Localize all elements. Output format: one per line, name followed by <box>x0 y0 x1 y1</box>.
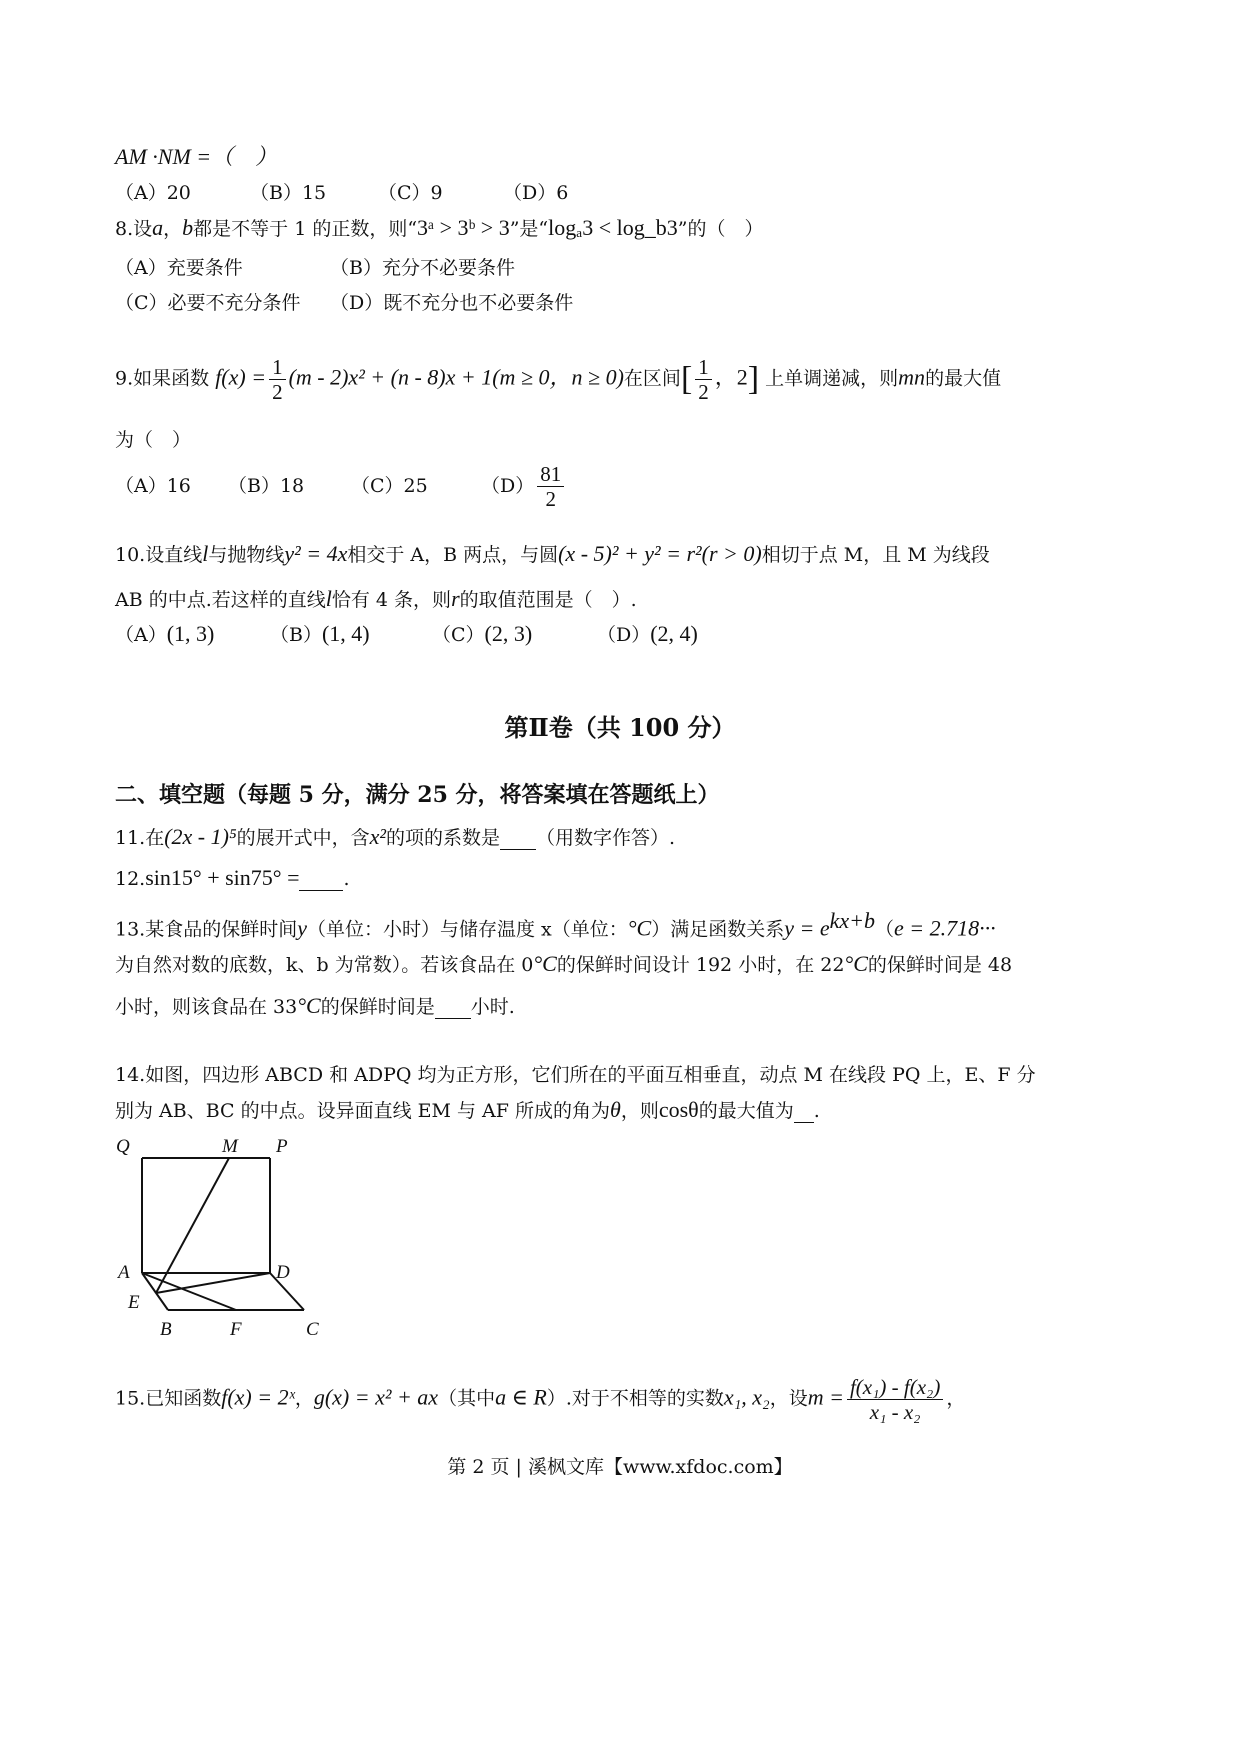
fraction-numerator: f(x₁) - f(x₂) <box>847 1375 943 1400</box>
q15 <box>115 1375 965 1424</box>
q10-options <box>115 620 698 647</box>
label-E: E <box>128 1292 140 1313</box>
q15-text: ，设 <box>769 1387 808 1410</box>
q11-text: 的展开式中，含 <box>236 827 370 849</box>
q8-stem <box>115 214 764 241</box>
q8-condition-2: logₐ3 < log_b3 <box>548 215 678 240</box>
q8-condition-1: 3ᵃ > 3ᵇ > 3 <box>417 215 510 240</box>
q7-expression: AM ·NM =（ ） <box>115 144 278 169</box>
q10-text: 与抛物线 <box>208 544 285 566</box>
q8-comma: ， <box>163 218 183 240</box>
q13-text: 小时，则该食品在 33 <box>115 996 298 1018</box>
q8-var-a: a <box>152 215 164 240</box>
option-label: （D） <box>597 624 651 646</box>
right-bracket: ] <box>747 360 760 398</box>
q15-text: （其中 <box>438 1387 496 1410</box>
fraction-denominator: 2 <box>545 487 556 512</box>
q10-circle: (x - 5)² + y² = r²(r > 0) <box>558 541 762 566</box>
q7-options <box>115 178 568 205</box>
q13-var-y: y <box>297 915 307 941</box>
q13-text: 13.某食品的保鲜时间 <box>115 918 298 941</box>
q13-text: （单位：小时）与储存温度 x（单位： <box>306 918 628 941</box>
label-A: A <box>118 1262 130 1283</box>
option-label: （B） <box>270 624 322 646</box>
q8-option-a: （A）充要条件 <box>115 257 243 279</box>
q8-text: 8.设 <box>115 218 153 240</box>
q14-geometry-figure <box>112 1130 342 1345</box>
q8-option-d: （D）既不充分也不必要条件 <box>330 292 574 314</box>
q8-text: ”是“ <box>509 218 549 240</box>
q10-stem-line-2 <box>115 585 637 612</box>
q12-text: 12. <box>115 868 146 890</box>
q11 <box>115 823 675 850</box>
q9-var-mn: mn <box>898 364 926 390</box>
q14-text: 的最大值为 <box>698 1100 794 1122</box>
q7-option-c: （C）9 <box>378 182 443 204</box>
left-bracket: [ <box>680 360 693 398</box>
label-M: M <box>222 1136 238 1157</box>
option-value: (2, 3) <box>484 621 533 646</box>
q9-option-b: （B）18 <box>228 474 305 497</box>
q12-expression: sin15° + sin75° = <box>145 865 300 890</box>
fraction-denominator: 2 <box>698 380 709 405</box>
q9-option-c: （C）25 <box>351 474 428 497</box>
q9-option-d: （D） <box>481 474 535 497</box>
q15-a-in-R: a ∈ R <box>495 1384 547 1410</box>
fraction-denominator: x₁ - x₂ <box>869 1400 921 1425</box>
q10-text: AB 的中点.若这样的直线 <box>115 589 326 611</box>
q9-option-d-fraction <box>537 462 564 511</box>
label-F: F <box>230 1319 242 1340</box>
q8-option-c: （C）必要不充分条件 <box>115 292 301 314</box>
q14-line-1: 14.如图，四边形 ABCD 和 ADPQ 均为正方形，它们所在的平面互相垂直，动点 M 在线段 PQ 上，E、F 分 <box>115 1064 1036 1086</box>
q14-text: . <box>813 1100 820 1122</box>
q15-separator: ， <box>294 1387 314 1410</box>
q9-function-rhs: (m - 2)x² + (n - 8)x + 1(m ≥ 0，n ≥ 0) <box>288 364 624 390</box>
q13-e-value: e = 2.718··· <box>894 915 996 941</box>
q9-options <box>115 462 567 511</box>
q14-text: 别为 AB、BC 的中点。设异面直线 EM 与 AF 所成的角为 <box>115 1100 611 1122</box>
q12-text: . <box>343 868 350 890</box>
q9-text: 在区间 <box>623 367 681 390</box>
q13-line-1 <box>115 908 996 941</box>
q10-text: 的取值范围是（ ）. <box>459 589 637 611</box>
q10-stem <box>115 540 990 567</box>
q15-fraction <box>847 1375 943 1424</box>
q10-parabola: y² = 4x <box>284 541 348 566</box>
fraction-numerator: 81 <box>537 462 564 487</box>
q8-option-b: （B）充分不必要条件 <box>330 257 515 279</box>
q13-text: 小时. <box>470 996 515 1018</box>
q8-options-row-2 <box>115 288 573 315</box>
q10-var-l: l <box>202 541 209 566</box>
q10-option-d <box>597 620 698 647</box>
q9-stem-continued: 为（ ） <box>115 429 192 451</box>
q10-option-a <box>115 620 270 647</box>
label-C: C <box>306 1319 319 1340</box>
q10-text: 相交于 A，B 两点，与圆 <box>347 544 559 566</box>
q7-option-b: （B）15 <box>250 182 327 204</box>
q12-answer-blank[interactable] <box>299 868 343 891</box>
q10-text: 10.设直线 <box>115 544 203 566</box>
q8-text: ”的（ ） <box>677 218 764 240</box>
option-value: (2, 4) <box>650 621 698 646</box>
q7-option-d: （D）6 <box>503 182 569 204</box>
q13-text: 为自然对数的底数，k、b 为常数）。若该食品在 0 <box>115 954 534 976</box>
q13-text: ）满足函数关系 <box>651 918 785 941</box>
q13-function: y = e <box>784 915 830 941</box>
q10-text: 恰有 4 条，则 <box>331 589 452 611</box>
q13-unit: °C <box>627 915 652 941</box>
fraction-numerator: 1 <box>269 355 286 380</box>
q13-text: 的保鲜时间是 48 <box>867 954 1013 976</box>
q11-text: 11.在 <box>115 827 165 849</box>
label-Q: Q <box>116 1136 130 1157</box>
q13-text: 的保鲜时间是 <box>320 996 435 1018</box>
q10-option-c <box>432 620 597 647</box>
option-value: (1, 3) <box>166 621 215 646</box>
page-footer: 第 2 页 | 溪枫文库【www.xfdoc.com】 <box>447 1456 793 1478</box>
q10-text: 相切于点 M，且 M 为线段 <box>761 544 990 566</box>
q11-text: （用数字作答）. <box>536 827 676 849</box>
q13-text: 的保鲜时间设计 192 小时，在 22 <box>556 954 845 976</box>
q14-theta: θ <box>610 1097 621 1122</box>
q15-x-values: x₁, x₂ <box>723 1384 770 1410</box>
q10-option-b <box>270 620 432 647</box>
q14-text: ，则 <box>620 1100 659 1122</box>
q14-cos-theta: cosθ <box>658 1097 699 1122</box>
q13-line-2 <box>115 950 1012 977</box>
q9-stem <box>115 355 1001 404</box>
q10-var-r: r <box>451 586 460 611</box>
q10-var-l: l <box>325 586 332 611</box>
label-B: B <box>160 1319 172 1340</box>
q9-interval-end: ，2 <box>714 364 748 390</box>
q15-function-g: g(x) = x² + ax <box>313 1384 439 1410</box>
q7-option-a: （A）20 <box>115 182 191 204</box>
label-P: P <box>276 1136 288 1157</box>
option-value: (1, 4) <box>321 621 370 646</box>
q9-text: 9.如果函数 <box>115 367 210 390</box>
q12 <box>115 865 350 891</box>
q15-m: m = <box>807 1384 844 1410</box>
q13-unit: °C <box>297 993 321 1018</box>
q8-var-b: b <box>182 215 194 240</box>
segment-ED <box>156 1273 270 1293</box>
q9-interval-fraction <box>695 355 712 404</box>
q11-term: x² <box>369 824 387 849</box>
q8-options-row-1 <box>115 253 515 280</box>
q15-text: ）.对于不相等的实数 <box>546 1387 724 1410</box>
q13-exponent: kx+b <box>829 908 875 933</box>
part-2-title: 第Ⅱ卷（共 100 分） <box>504 713 736 742</box>
q13-unit: °C <box>844 951 868 976</box>
q9-text: 上单调递减，则 <box>765 367 899 390</box>
q11-text: 的项的系数是 <box>386 827 501 849</box>
fraction-denominator: 2 <box>272 380 283 405</box>
fraction-numerator: 1 <box>695 355 712 380</box>
q9-option-a: （A）16 <box>115 474 191 497</box>
q8-text: 都是不等于 1 的正数，则“ <box>193 218 418 240</box>
q15-text: ， <box>946 1387 966 1410</box>
q13-text: （ <box>875 918 895 941</box>
option-label: （A） <box>115 624 167 646</box>
q15-function-f: f(x) = 2ˣ <box>221 1384 295 1410</box>
q11-answer-blank[interactable] <box>500 827 536 850</box>
label-D: D <box>276 1262 290 1283</box>
q9-function-lhs: f(x) = <box>215 364 267 390</box>
q11-expression: (2x - 1)⁵ <box>164 824 237 849</box>
q9-text: 的最大值 <box>925 367 1002 390</box>
q9-fraction-half <box>269 355 286 404</box>
q14-answer-blank[interactable] <box>794 1100 814 1123</box>
q13-answer-blank[interactable] <box>435 996 471 1019</box>
q15-text: 15.已知函数 <box>115 1387 222 1410</box>
q13-line-3 <box>115 992 515 1019</box>
section-2-title: 二、填空题（每题 5 分，满分 25 分，将答案填在答题纸上） <box>115 782 720 808</box>
q14-line-2 <box>115 1096 820 1123</box>
q13-unit: °C <box>533 951 557 976</box>
option-label: （C） <box>432 624 485 646</box>
